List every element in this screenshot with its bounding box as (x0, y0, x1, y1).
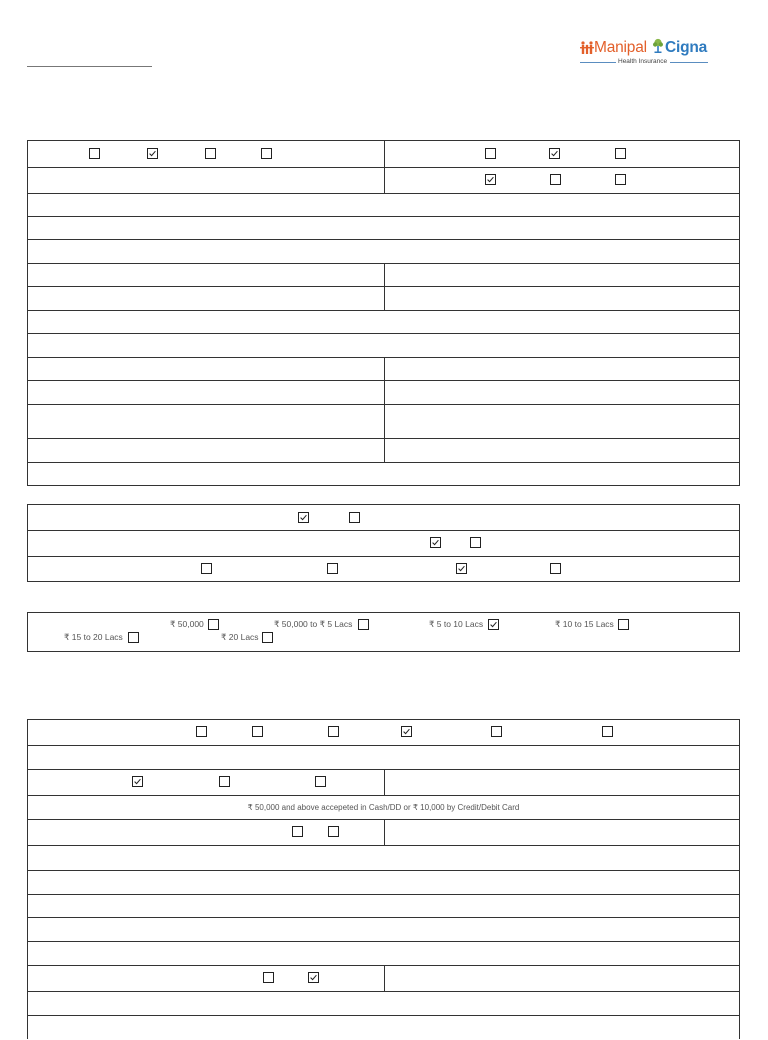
income-option-label: ₹ 10 to 15 Lacs (555, 619, 614, 629)
table-row (28, 770, 739, 796)
table-row (28, 992, 739, 1016)
checkbox[interactable] (252, 726, 263, 737)
income-checkbox[interactable] (128, 632, 139, 643)
checkbox[interactable] (602, 726, 613, 737)
table-row (28, 846, 739, 871)
table-row (28, 194, 739, 217)
table-row (28, 942, 739, 966)
column-divider (384, 405, 385, 438)
annual-income-table (27, 612, 740, 652)
checkbox[interactable] (298, 512, 309, 523)
table-row (28, 505, 739, 531)
column-divider (384, 358, 385, 380)
income-checkbox[interactable] (358, 619, 369, 630)
table-row (28, 463, 739, 485)
column-divider (384, 381, 385, 404)
logo-text-manipal: Manipal (594, 39, 647, 56)
column-divider (384, 168, 385, 193)
checkbox[interactable] (89, 148, 100, 159)
table-row (28, 966, 739, 992)
checkbox[interactable] (549, 148, 560, 159)
checkbox[interactable] (263, 972, 274, 983)
payment-note: ₹ 50,000 and above accepeted in Cash/DD or ₹ 10,000 by Credit/Debit Card (247, 803, 520, 812)
checkbox[interactable] (349, 512, 360, 523)
table-row (28, 796, 739, 820)
income-checkbox[interactable] (262, 632, 273, 643)
checkbox[interactable] (196, 726, 207, 737)
checkmark-icon (431, 538, 440, 547)
checkbox[interactable] (550, 174, 561, 185)
checkbox[interactable] (470, 537, 481, 548)
table-row (28, 439, 739, 463)
table-row (28, 746, 739, 770)
checkbox[interactable] (485, 174, 496, 185)
personal-details-table (27, 140, 740, 486)
income-option-label: ₹ 50,000 to ₹ 5 Lacs (274, 619, 353, 629)
column-divider (384, 141, 385, 167)
checkbox[interactable] (205, 148, 216, 159)
table-row (28, 918, 739, 942)
income-option-label: ₹ 20 Lacs (221, 632, 259, 642)
table-row (28, 405, 739, 439)
table-row (28, 557, 739, 581)
checkbox[interactable] (485, 148, 496, 159)
column-divider (384, 966, 385, 991)
checkmark-icon (486, 175, 495, 184)
checkbox[interactable] (147, 148, 158, 159)
column-divider (384, 287, 385, 310)
checkbox[interactable] (201, 563, 212, 574)
checkbox[interactable] (219, 776, 230, 787)
column-divider (384, 439, 385, 462)
column-divider (384, 820, 385, 845)
checkmark-icon (550, 149, 559, 158)
table-row (28, 311, 739, 334)
table-row (28, 240, 739, 264)
checkbox[interactable] (328, 726, 339, 737)
form-top-rule (27, 66, 152, 67)
checkbox[interactable] (615, 148, 626, 159)
checkmark-icon (299, 513, 308, 522)
checkbox[interactable] (456, 563, 467, 574)
logo-text-cigna: Cigna (665, 39, 708, 56)
logo-wordmark (594, 38, 707, 57)
checkmark-icon (148, 149, 157, 158)
table-row (28, 334, 739, 358)
table-row (28, 895, 739, 918)
checkbox[interactable] (327, 563, 338, 574)
tree-icon (652, 38, 664, 54)
checkbox[interactable] (550, 563, 561, 574)
table-row (28, 820, 739, 846)
logo-divider-left (580, 62, 616, 63)
income-option-label: ₹ 15 to 20 Lacs (64, 632, 123, 642)
table-row (28, 287, 739, 311)
column-divider (384, 264, 385, 286)
checkbox[interactable] (401, 726, 412, 737)
family-icon (580, 41, 594, 55)
table-row (28, 1016, 739, 1040)
income-checkbox[interactable] (488, 619, 499, 630)
checkbox[interactable] (430, 537, 441, 548)
checkbox[interactable] (261, 148, 272, 159)
table-row (28, 531, 739, 557)
checkbox[interactable] (328, 826, 339, 837)
table-row (28, 217, 739, 240)
checkbox[interactable] (615, 174, 626, 185)
checkbox[interactable] (491, 726, 502, 737)
column-divider (384, 770, 385, 795)
table-row (28, 720, 739, 746)
plan-details-table (27, 719, 740, 1039)
income-checkbox[interactable] (208, 619, 219, 630)
checkbox[interactable] (292, 826, 303, 837)
manipal-cigna-logo (578, 36, 710, 70)
table-row (28, 168, 739, 194)
checkmark-icon (489, 620, 498, 629)
logo-divider-right (670, 62, 708, 63)
checkmark-icon (309, 973, 318, 982)
table-row (28, 358, 739, 381)
income-option-label: ₹ 50,000 (170, 619, 204, 629)
checkmark-icon (133, 777, 142, 786)
table-row (28, 264, 739, 287)
checkbox[interactable] (308, 972, 319, 983)
table-row (28, 871, 739, 895)
table-row (28, 381, 739, 405)
checkmark-icon (402, 727, 411, 736)
checkmark-icon (457, 564, 466, 573)
table-row (28, 141, 739, 168)
checkbox[interactable] (132, 776, 143, 787)
income-checkbox[interactable] (618, 619, 629, 630)
checkbox[interactable] (315, 776, 326, 787)
income-option-label: ₹ 5 to 10 Lacs (429, 619, 484, 629)
logo-tagline: Health Insurance (618, 58, 668, 65)
questionnaire-table (27, 504, 740, 582)
